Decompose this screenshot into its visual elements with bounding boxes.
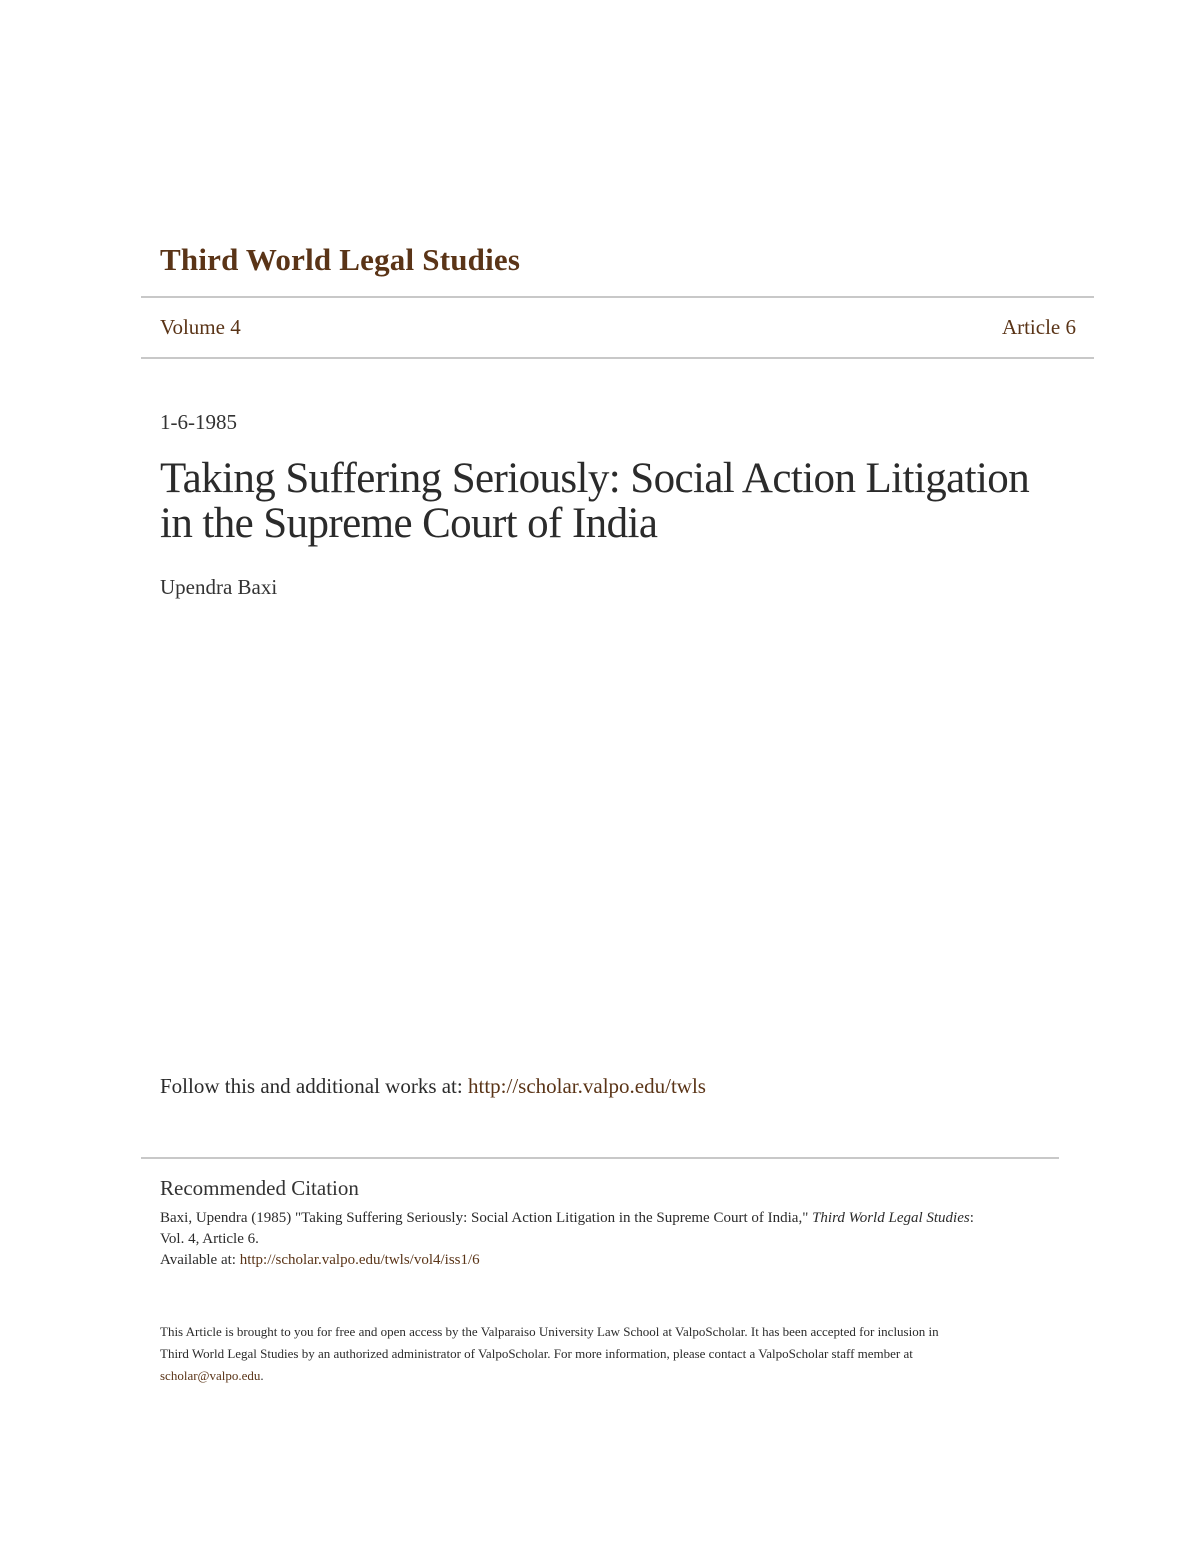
- access-note-line-3: [160, 1365, 1040, 1387]
- follow-label: Follow this and additional works at:: [160, 1074, 468, 1098]
- available-link[interactable]: http://scholar.valpo.edu/twls/vol4/iss1/6: [239, 1252, 480, 1268]
- citation-available: [160, 1250, 1040, 1271]
- citation-body: [160, 1208, 1040, 1271]
- paper-title-line-1: Taking Suffering Seriously: Social Action Litigation: [160, 455, 1030, 502]
- publication-date: 1-6-1985: [160, 410, 237, 434]
- citation-text: Baxi, Upendra (1985) "Taking Suffering Seriously: Social Action Litigation in the Supreme Court of India,": [160, 1210, 813, 1226]
- contact-email-link[interactable]: scholar@valpo.edu: [160, 1368, 261, 1383]
- email-period: .: [260, 1368, 264, 1383]
- citation-journal: Third World Legal Studies: [812, 1210, 970, 1226]
- article-link[interactable]: Article 6: [1001, 315, 1076, 339]
- citation-line-2: Vol. 4, Article 6.: [160, 1231, 259, 1247]
- access-note: [160, 1321, 1040, 1387]
- paper-title: [160, 456, 1060, 546]
- citation-colon: :: [969, 1210, 974, 1226]
- access-note-line-1: This Article is brought to you for free and open access by the Valparaiso University Law School at ValpoScholar. It has been accepted for inclusion in: [160, 1324, 939, 1339]
- header-top-rule: [141, 296, 1094, 298]
- header-bottom-rule: [141, 357, 1094, 359]
- citation-rule: [141, 1157, 1059, 1159]
- citation-heading: Recommended Citation: [160, 1176, 359, 1200]
- follow-link[interactable]: http://scholar.valpo.edu/twls: [467, 1074, 706, 1098]
- volume-link[interactable]: Volume 4: [160, 315, 241, 339]
- paper-title-line-2: in the Supreme Court of India: [160, 500, 658, 547]
- citation-line-1: [160, 1208, 1040, 1229]
- available-label: Available at:: [160, 1252, 240, 1268]
- follow-works: [160, 1074, 706, 1099]
- author-name: Upendra Baxi: [160, 575, 278, 599]
- access-note-line-2: Third World Legal Studies by an authorized administrator of ValpoScholar. For more information, please contact a ValpoScholar staff member at: [160, 1346, 913, 1361]
- journal-title[interactable]: Third World Legal Studies: [160, 242, 521, 277]
